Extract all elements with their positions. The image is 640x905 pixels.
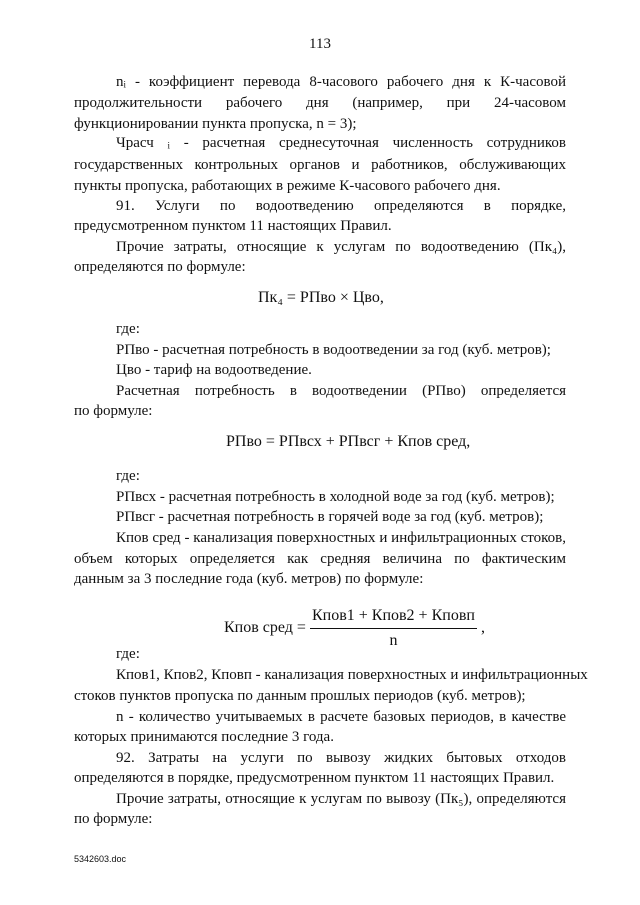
formula-left: Кпов сред = — [224, 619, 306, 637]
page-number: 113 — [309, 36, 331, 52]
text-line: определяются по формуле: — [74, 259, 246, 275]
formula-end: , — [480, 619, 485, 637]
text-line: определяются в порядке, предусмотренном пунктом 11 настоящих Правил. — [74, 770, 555, 786]
text-line: продолжительности рабочего дня (например, при 24-часовом — [74, 95, 566, 111]
text-line: 91. Услуги по водоотведению определяются в порядке, — [116, 198, 566, 214]
text-line: где: — [116, 321, 140, 337]
text-line: Цво - тариф на водоотведение. — [116, 362, 312, 378]
text-line: пункты пропуска, работающих в режиме К-часового рабочего дня. — [74, 178, 501, 194]
text-line: РПво - расчетная потребность в водоотведении за год (куб. метров); — [116, 342, 551, 358]
text-line: Кпов1, Кпов2, Кповп - канализация поверхностных и инфильтрационных — [116, 667, 588, 683]
text-line: по формуле: — [74, 811, 153, 827]
text-line: РПвсх - расчетная потребность в холодной воде за год (куб. метров); — [116, 489, 555, 505]
fraction-numerator: Кпов1 + Кпов2 + Кповп — [310, 605, 477, 629]
text-line: 92. Затраты на услуги по вывозу жидких бытовых отходов — [116, 750, 566, 766]
text-line: Кпов сред - канализация поверхностных и инфильтрационных стоков, — [116, 530, 566, 546]
formula-pk4: Пк₄ = РПво × Цво, — [258, 289, 384, 306]
text-line: объем которых определяется как средняя величина по фактическим — [74, 551, 566, 567]
text-line: nᵢ - коэффициент перевода 8-часового рабочего дня к К-часовой — [116, 74, 566, 90]
text-line: предусмотренном пунктом 11 настоящих Правил. — [74, 218, 392, 234]
text-line: данным за 3 последние года (куб. метров) по формуле: — [74, 571, 424, 587]
text-line: Чрасч ᵢ - расчетная среднесуточная численность сотрудников — [116, 135, 566, 151]
formula-rpvo: РПво = РПвсх + РПвсг + Кпов сред, — [226, 433, 471, 450]
text-line: по формуле: — [74, 403, 153, 419]
text-line: РПвсг - расчетная потребность в горячей воде за год (куб. метров); — [116, 509, 544, 525]
text-line: которых принимаются последние 3 года. — [74, 729, 334, 745]
text-line: где: — [116, 646, 140, 662]
text-line: Прочие затраты, относящие к услугам по вывозу (Пк₅), определяются — [116, 791, 566, 807]
text-line: государственных контрольных органов и работников, обслуживающих — [74, 157, 566, 173]
text-line: Прочие затраты, относящие к услугам по водоотведению (Пк₄), — [116, 239, 566, 255]
text-line: Расчетная потребность в водоотведении (РПво) определяется — [116, 383, 566, 399]
text-line: где: — [116, 468, 140, 484]
text-line: функционировании пункта пропуска, n = 3); — [74, 116, 357, 132]
text-line: стоков пунктов пропуска по данным прошлых периодов (куб. метров); — [74, 688, 526, 704]
fraction-denominator: n — [389, 632, 398, 649]
document-footer: 5342603.doc — [74, 854, 127, 864]
text-line: n - количество учитываемых в расчете базовых периодов, в качестве — [116, 709, 566, 725]
